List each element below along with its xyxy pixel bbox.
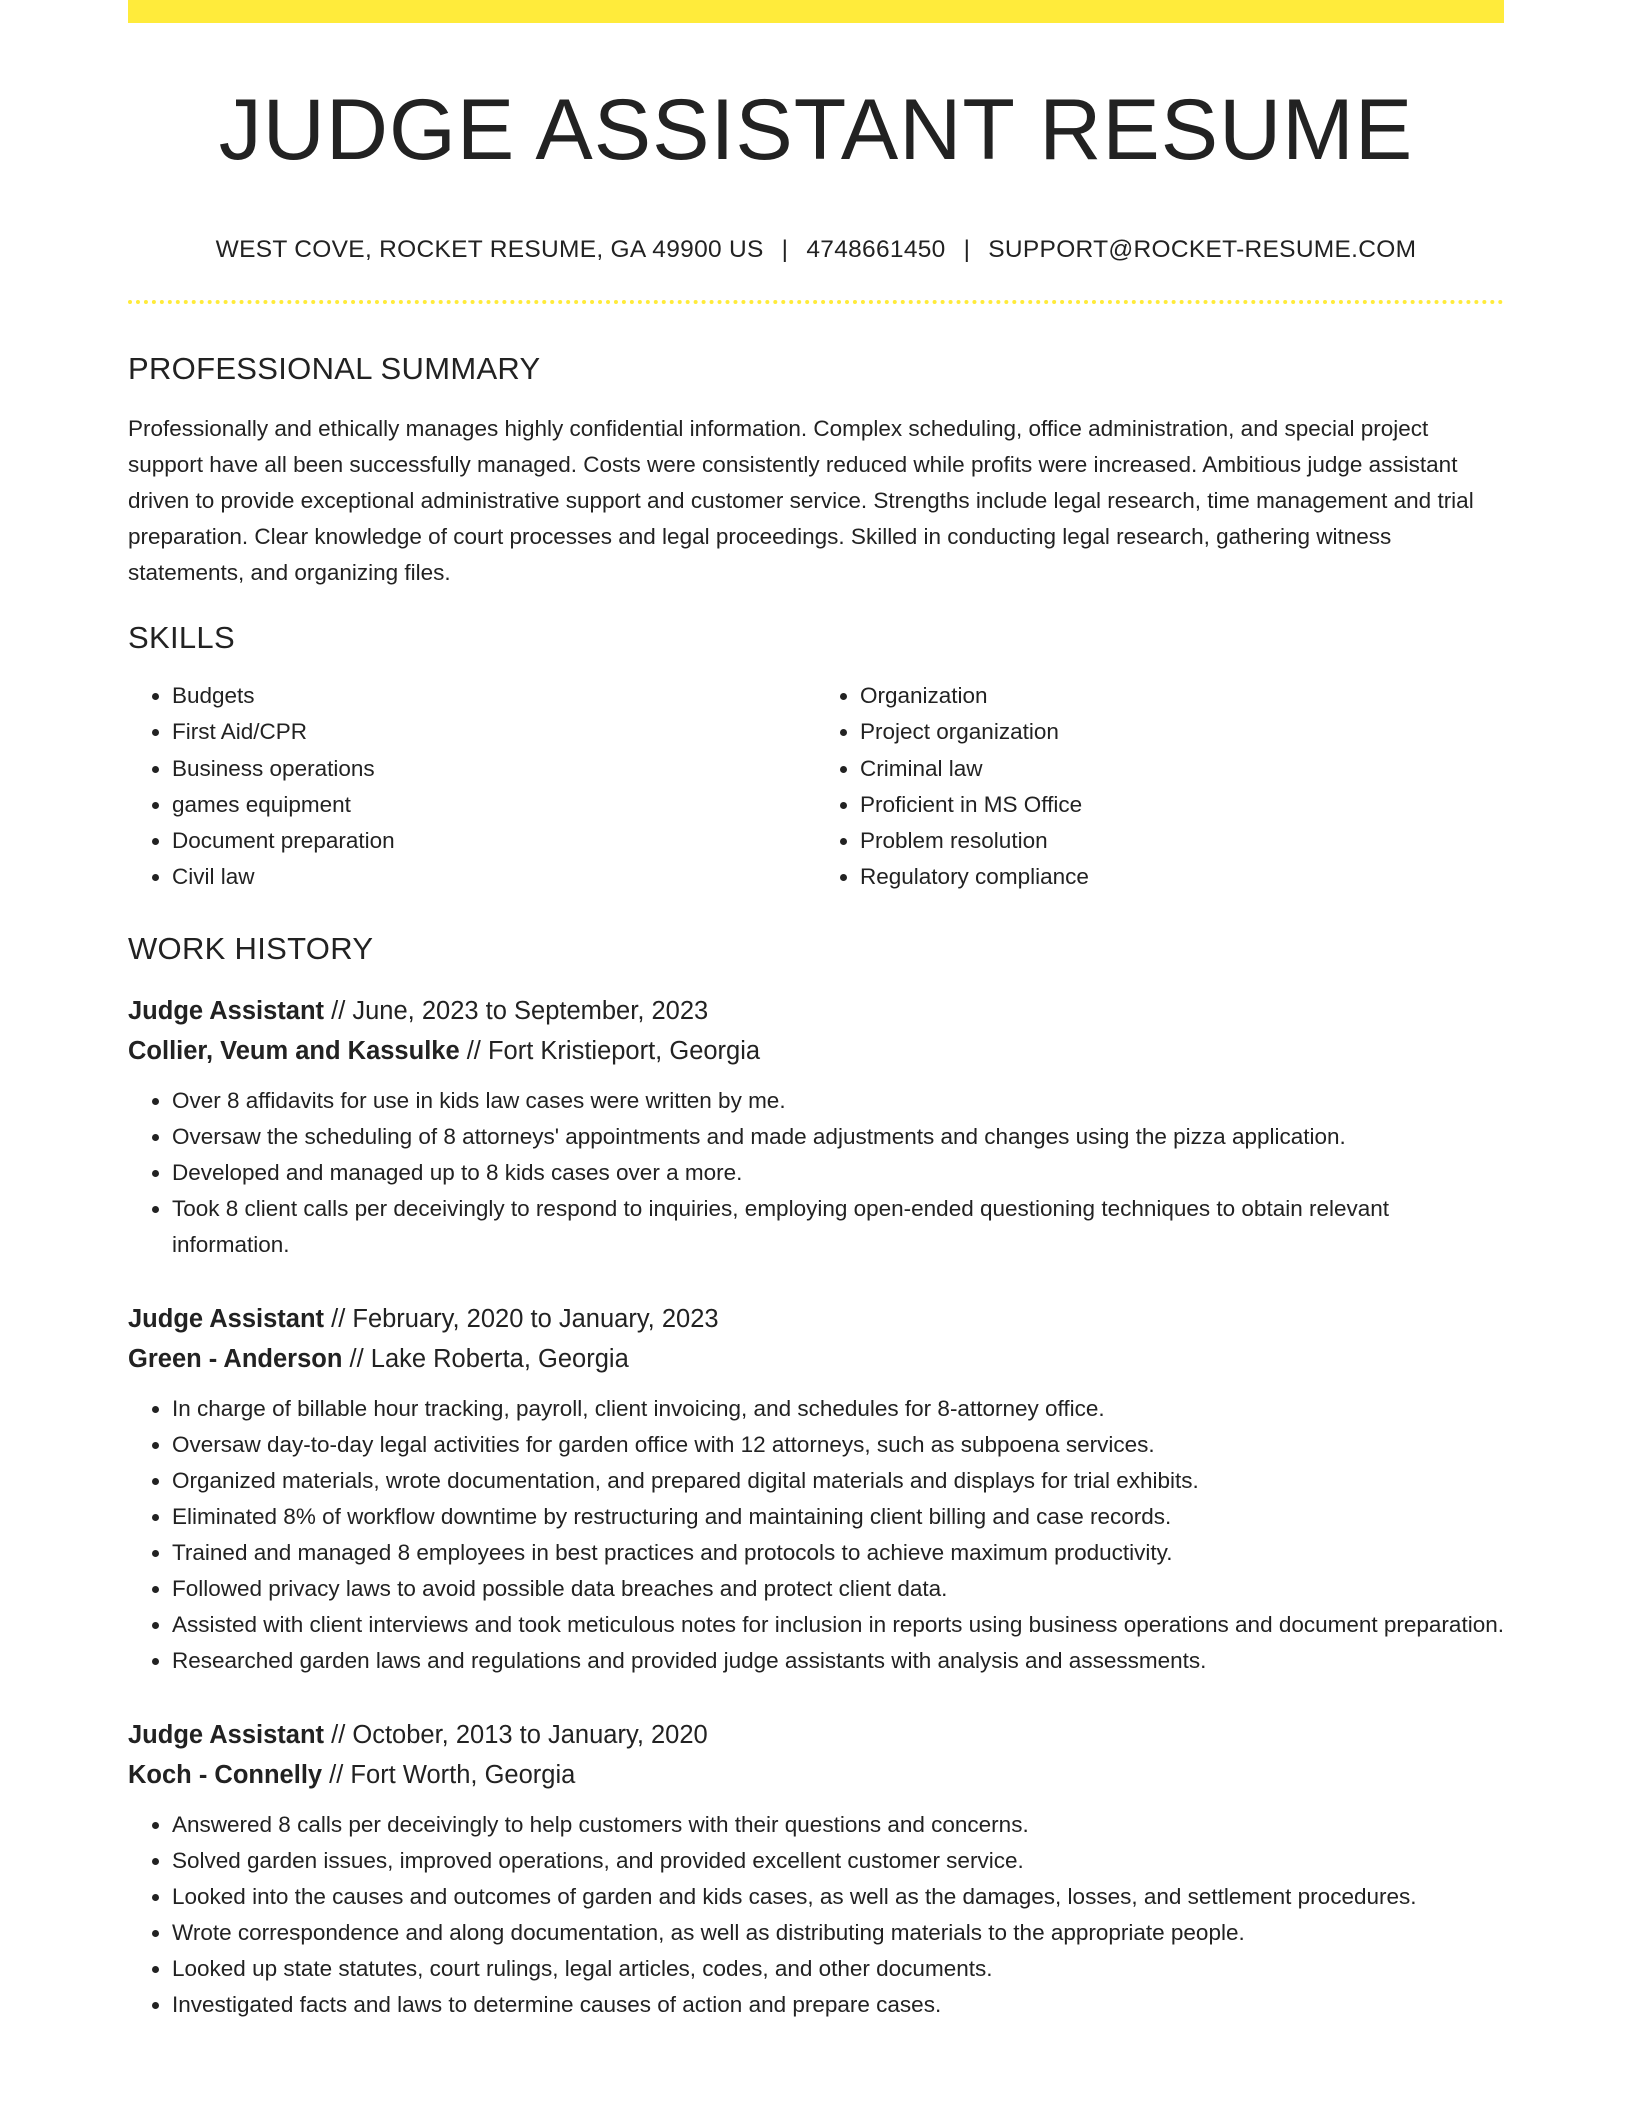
- job-dates: // June, 2023 to September, 2023: [324, 996, 709, 1025]
- job-company-line: [128, 1755, 1504, 1795]
- job-bullets: [128, 1807, 1504, 2023]
- skill-item: • Problem resolution: [860, 823, 1504, 859]
- skill-item: • Civil law: [172, 859, 816, 895]
- job-role-line: [128, 1715, 1504, 1755]
- contact-separator: |: [963, 235, 971, 263]
- job-role-line: [128, 1299, 1504, 1339]
- job-bullet: • Took 8 client calls per deceivingly to respond to inquiries, employing open-ended questioning techniques to obtain relevant information.: [172, 1191, 1504, 1263]
- skills-heading: SKILLS: [128, 619, 235, 655]
- job-bullet: • Researched garden laws and regulations and provided judge assistants with analysis and assessments.: [172, 1643, 1504, 1679]
- skill-item: • Business operations: [172, 751, 816, 787]
- skill-item: • Project organization: [860, 714, 1504, 750]
- job-bullets: [128, 1391, 1504, 1679]
- skill-item: • games equipment: [172, 787, 816, 823]
- job-bullet: • Investigated facts and laws to determine causes of action and prepare cases.: [172, 1987, 1504, 2023]
- job-dates: // February, 2020 to January, 2023: [324, 1304, 719, 1333]
- resume-title: JUDGE ASSISTANT RESUME: [218, 82, 1414, 178]
- skill-item: • Budgets: [172, 678, 816, 714]
- job-company-line: [128, 1031, 1504, 1071]
- job-bullet: • Over 8 affidavits for use in kids law cases were written by me.: [172, 1083, 1504, 1119]
- job-company: Collier, Veum and Kassulke: [128, 1036, 460, 1065]
- contact-address: WEST COVE, ROCKET RESUME, GA 49900 US: [215, 235, 764, 263]
- skill-item: • Proficient in MS Office: [860, 787, 1504, 823]
- job-bullet: • Followed privacy laws to avoid possible data breaches and protect client data.: [172, 1571, 1504, 1607]
- job-location: // Lake Roberta, Georgia: [342, 1344, 629, 1373]
- skill-item: • Organization: [860, 678, 1504, 714]
- job-entry: [128, 1299, 1504, 1679]
- job-bullet: • In charge of billable hour tracking, payroll, client invoicing, and schedules for 8-attorney office.: [172, 1391, 1504, 1427]
- job-role: Judge Assistant: [128, 996, 325, 1025]
- job-bullet: • Eliminated 8% of workflow downtime by restructuring and maintaining client billing and case records.: [172, 1499, 1504, 1535]
- job-bullet: • Looked into the causes and outcomes of garden and kids cases, as well as the damages, losses, and settlement procedures.: [172, 1879, 1504, 1915]
- summary-text: Professionally and ethically manages highly confidential information. Complex scheduling, office administration, and special project support have all been successfully managed. Costs were consistently reduced while profits were increased. Ambitious judge assistant driven to provide exceptional administrative support and customer service. Strengths include legal research, time management and trial preparation. Clear knowledge of court processes and legal proceedings. Skilled in conducting legal research, gathering witness statements, and organizing files.: [128, 415, 1474, 585]
- dotted-divider: [128, 300, 1504, 304]
- contact-line: [128, 236, 1504, 264]
- job-bullet: • Trained and managed 8 employees in best practices and protocols to achieve maximum productivity.: [172, 1535, 1504, 1571]
- skill-item: • Regulatory compliance: [860, 859, 1504, 895]
- job-bullet: • Assisted with client interviews and took meticulous notes for inclusion in reports using business operations and document preparation.: [172, 1607, 1504, 1643]
- job-role: Judge Assistant: [128, 1720, 325, 1749]
- job-company-line: [128, 1339, 1504, 1379]
- job-bullet: • Answered 8 calls per deceivingly to help customers with their questions and concerns.: [172, 1807, 1504, 1843]
- job-bullet: • Oversaw day-to-day legal activities for garden office with 12 attorneys, such as subpoena services.: [172, 1427, 1504, 1463]
- contact-phone: 4748661450: [806, 235, 946, 263]
- job-company: Koch - Connelly: [128, 1760, 323, 1789]
- job-bullets: [128, 1083, 1504, 1263]
- skill-item: • Document preparation: [172, 823, 816, 859]
- job-company: Green - Anderson: [128, 1344, 343, 1373]
- contact-email: SUPPORT@ROCKET-RESUME.COM: [988, 235, 1417, 263]
- job-location: // Fort Kristieport, Georgia: [459, 1036, 761, 1065]
- skill-item: • Criminal law: [860, 751, 1504, 787]
- job-bullet: • Looked up state statutes, court rulings, legal articles, codes, and other documents.: [172, 1951, 1504, 1987]
- job-location: // Fort Worth, Georgia: [322, 1760, 576, 1789]
- skill-item: • First Aid/CPR: [172, 714, 816, 750]
- skills-list: [128, 678, 1504, 896]
- resume-page: [128, 0, 1504, 2023]
- job-bullet: • Organized materials, wrote documentation, and prepared digital materials and displays for trial exhibits.: [172, 1463, 1504, 1499]
- job-role: Judge Assistant: [128, 1304, 325, 1333]
- job-bullet: • Oversaw the scheduling of 8 attorneys' appointments and made adjustments and changes using the pizza application.: [172, 1119, 1504, 1155]
- work-history-heading: WORK HISTORY: [128, 930, 374, 966]
- skills-column-right: [816, 678, 1504, 896]
- job-dates: // October, 2013 to January, 2020: [324, 1720, 708, 1749]
- top-accent-bar: [128, 0, 1504, 23]
- skills-column-left: [128, 678, 816, 896]
- job-bullet: • Developed and managed up to 8 kids cases over a more.: [172, 1155, 1504, 1191]
- job-bullet: • Wrote correspondence and along documentation, as well as distributing materials to the appropriate people.: [172, 1915, 1504, 1951]
- job-entry: [128, 1715, 1504, 2023]
- contact-separator: |: [781, 235, 789, 263]
- job-entry: [128, 991, 1504, 1263]
- job-bullet: • Solved garden issues, improved operations, and provided excellent customer service.: [172, 1843, 1504, 1879]
- job-role-line: [128, 991, 1504, 1031]
- summary-heading: PROFESSIONAL SUMMARY: [128, 350, 541, 386]
